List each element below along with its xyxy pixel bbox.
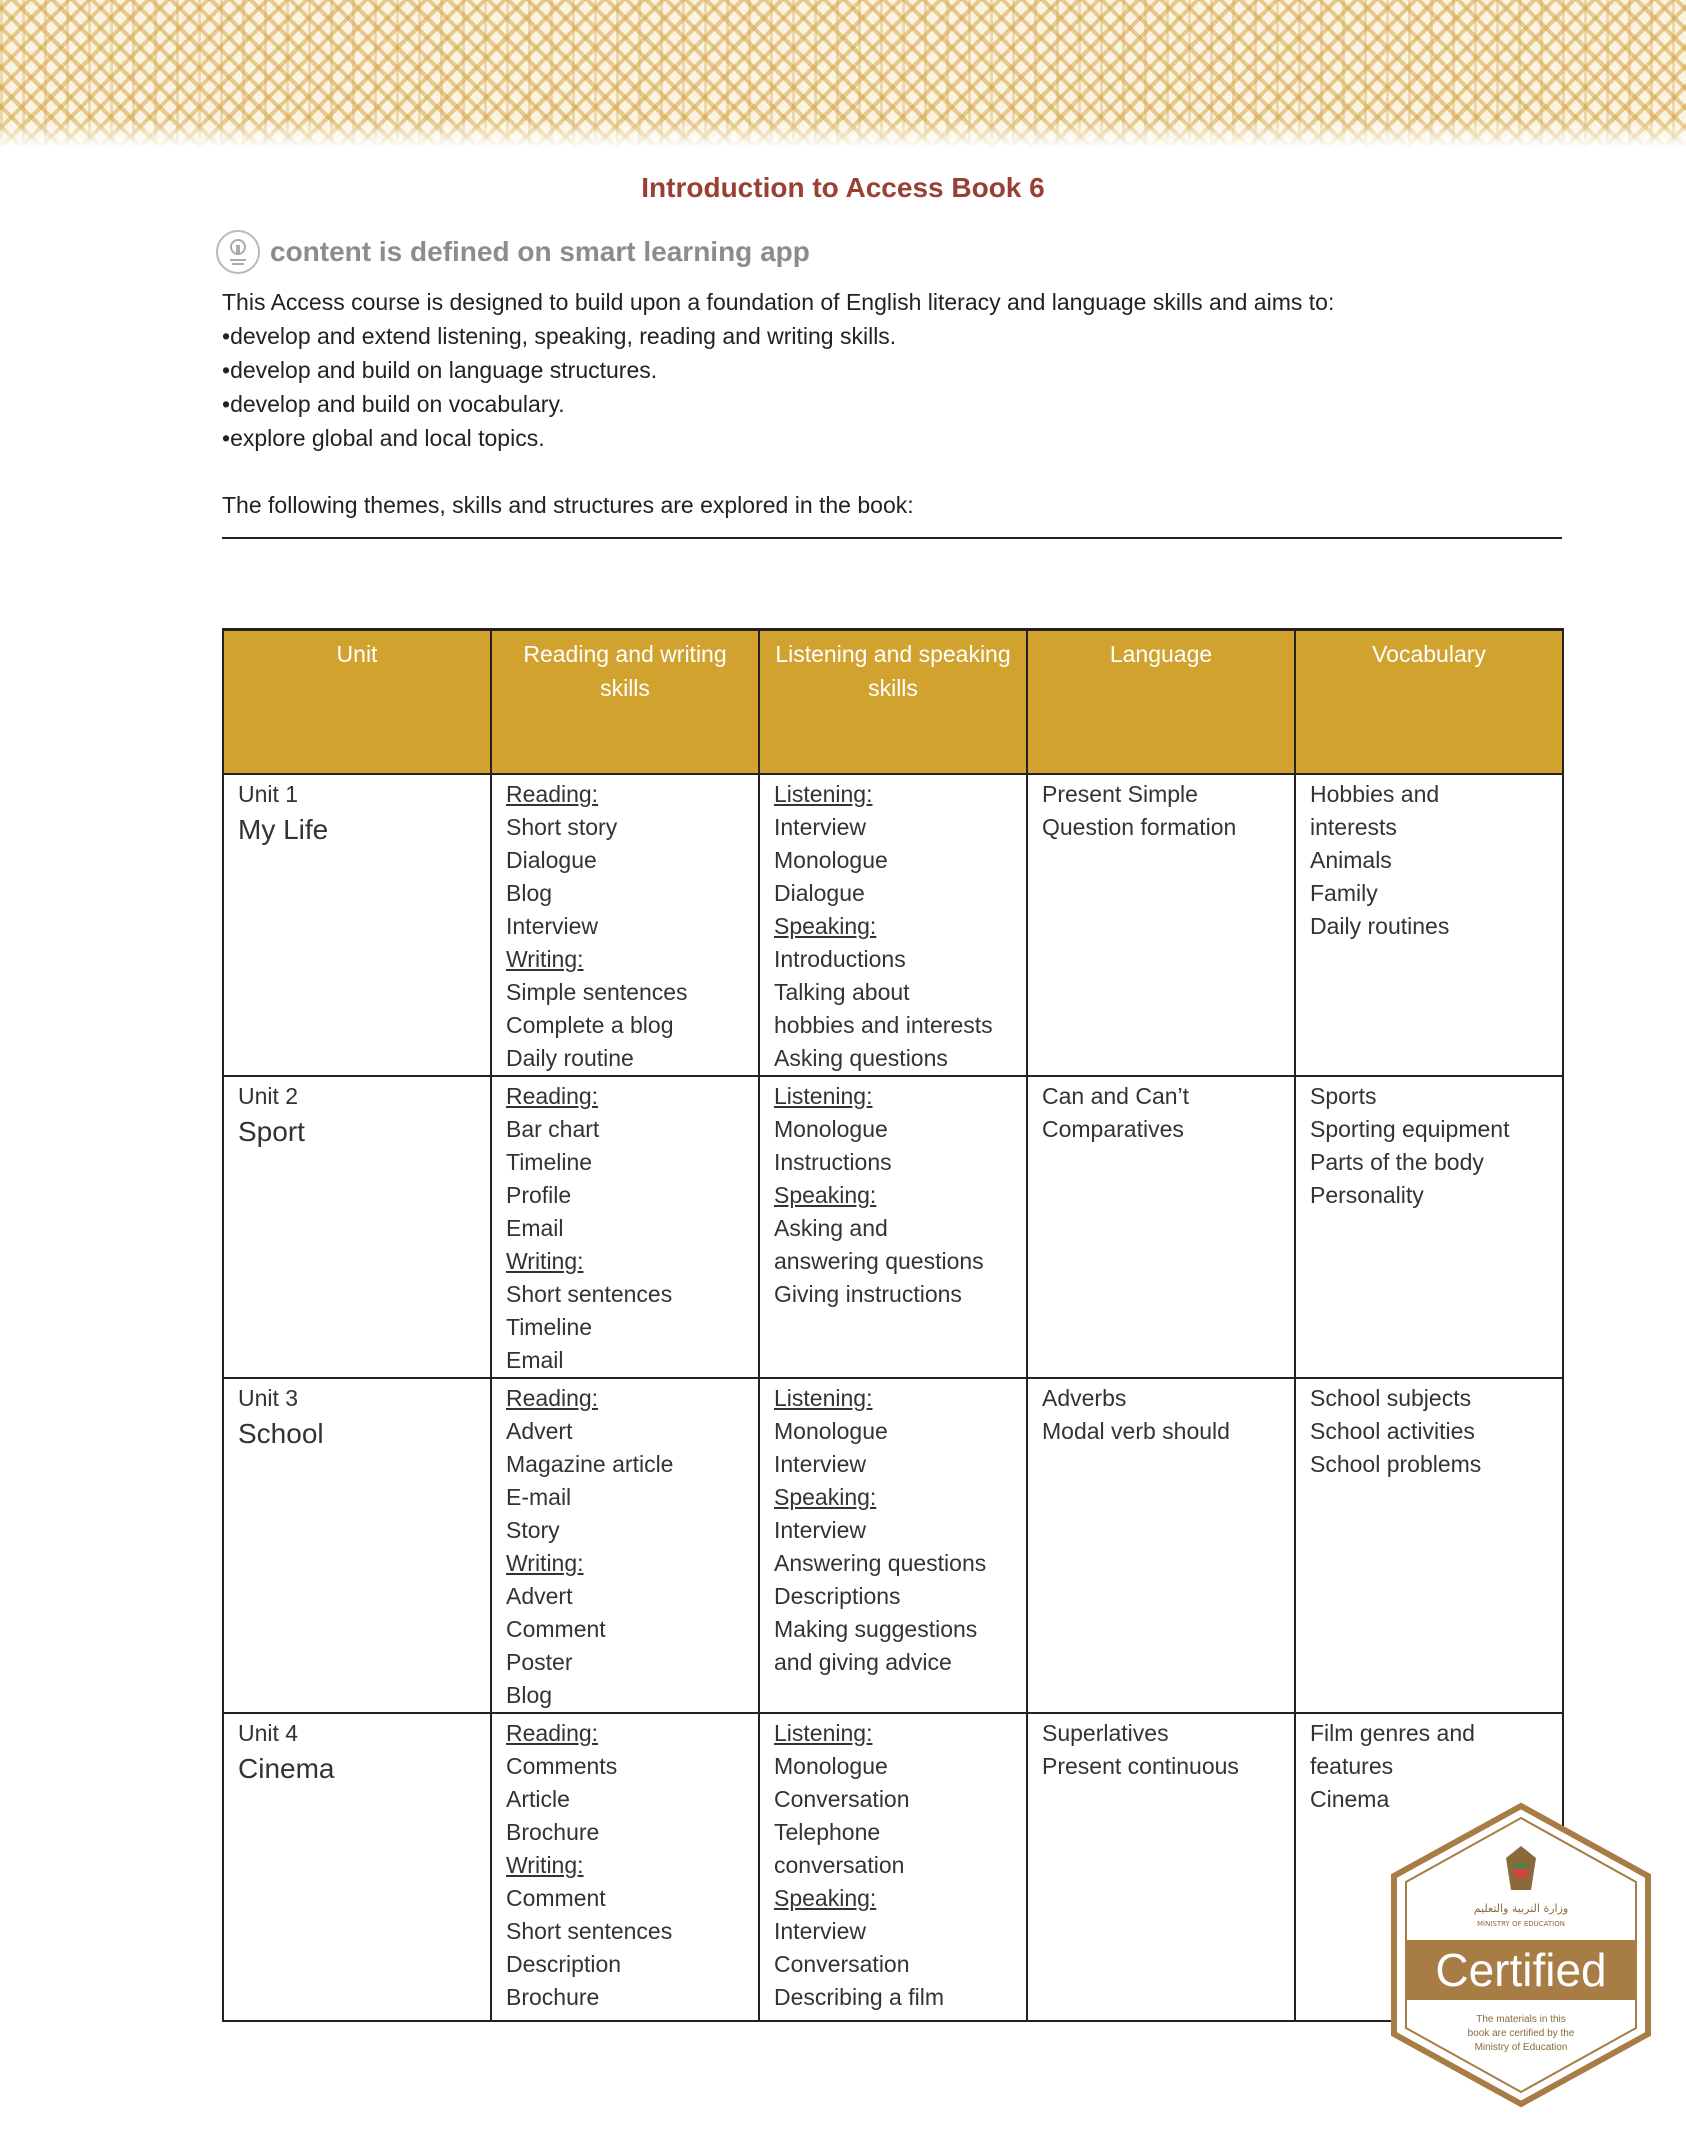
cell-line: Family (1310, 880, 1378, 906)
table-row (223, 1076, 1563, 1378)
unit-name: Sport (238, 1116, 305, 1147)
cell-line: Writing: (506, 946, 584, 972)
cell-line: Interview (774, 1918, 867, 1944)
unit-name: My Life (238, 814, 329, 845)
cell-line: Listening: (774, 1083, 873, 1109)
cell-line: Advert (506, 1418, 573, 1444)
cell-line: Simple sentences (506, 979, 688, 1005)
smart-learning-note (216, 230, 810, 274)
cell-line: Writing: (506, 1852, 584, 1878)
reading-writing-cell (491, 1076, 759, 1378)
badge-arabic: وزارة التربية والتعليم (1473, 1902, 1569, 1915)
cell-line: Telephone (774, 1819, 881, 1845)
cell-line: Monologue (774, 847, 888, 873)
cell-line: Writing: (506, 1550, 584, 1576)
smart-app-icon (216, 230, 260, 274)
language-cell (1027, 774, 1295, 1076)
cell-line: Animals (1310, 847, 1392, 873)
listening-speaking-cell (759, 774, 1027, 1076)
aims-list (222, 319, 1562, 455)
table-row (223, 774, 1563, 1076)
cell-line: Blog (506, 1682, 553, 1708)
cell-line: Speaking: (774, 1885, 877, 1911)
header-reading-writing: Reading and writing skills (491, 630, 759, 775)
cell-line: Comments (506, 1753, 618, 1779)
aim-item: • explore global and local topics. (222, 421, 1562, 455)
cell-line: Blog (506, 880, 553, 906)
cell-line: Brochure (506, 1984, 600, 2010)
table-body (223, 774, 1563, 2021)
certified-badge-graphic (1386, 1800, 1656, 2110)
cell-line: Daily routine (506, 1045, 634, 1071)
cell-line: Cinema (1310, 1786, 1390, 1812)
cell-line: Timeline (506, 1314, 593, 1340)
cell-line: Descriptions (774, 1583, 901, 1609)
aim-item: • develop and extend listening, speaking, reading and writing skills. (222, 319, 1562, 353)
listening-speaking-cell (759, 1076, 1027, 1378)
cell-line: E-mail (506, 1484, 572, 1510)
cell-line: Parts of the body (1310, 1149, 1484, 1175)
cell-line: Email (506, 1347, 564, 1373)
cell-line: Comment (506, 1616, 606, 1642)
cell-line: Asking and (774, 1215, 888, 1241)
cell-line: Reading: (506, 781, 599, 807)
unit-number: Unit 1 (238, 781, 299, 807)
smart-note-text: content is defined on smart learning app (270, 236, 810, 267)
cell-line: Talking about (774, 979, 910, 1005)
cell-line: Adverbs (1042, 1385, 1127, 1411)
badge-note-line: book are certified by the (1467, 2028, 1575, 2039)
language-cell (1027, 1713, 1295, 2021)
listening-speaking-cell (759, 1713, 1027, 2021)
cell-line: Superlatives (1042, 1720, 1169, 1746)
cell-line: Question formation (1042, 814, 1237, 840)
unit-cell (223, 1378, 491, 1713)
cell-line: Making suggestions (774, 1616, 978, 1642)
cell-line: Sporting equipment (1310, 1116, 1510, 1142)
cell-line: Story (506, 1517, 560, 1543)
cell-line: Email (506, 1215, 564, 1241)
badge-note-line: Ministry of Education (1474, 2042, 1568, 2053)
cell-line: Reading: (506, 1083, 599, 1109)
cell-line: Modal verb should (1042, 1418, 1230, 1444)
cell-line: Daily routines (1310, 913, 1450, 939)
unit-number: Unit 2 (238, 1083, 299, 1109)
reading-writing-cell (491, 1378, 759, 1713)
certified-badge (1386, 1800, 1656, 2110)
reading-writing-cell (491, 1713, 759, 2021)
cell-line: Brochure (506, 1819, 600, 1845)
unit-cell (223, 1076, 491, 1378)
cell-line: answering questions (774, 1248, 984, 1274)
unit-name: Cinema (238, 1753, 335, 1784)
cell-line: Can and Can’t (1042, 1083, 1190, 1109)
cell-line: Instructions (774, 1149, 892, 1175)
cell-line: Speaking: (774, 913, 877, 939)
cell-line: Present continuous (1042, 1753, 1239, 1779)
cell-line: features (1310, 1753, 1394, 1779)
cell-line: Dialogue (506, 847, 597, 873)
cell-line: Asking questions (774, 1045, 948, 1071)
cell-line: Sports (1310, 1083, 1377, 1109)
units-table (222, 628, 1564, 2022)
reading-writing-cell (491, 774, 759, 1076)
unit-cell (223, 774, 491, 1076)
cell-line: Listening: (774, 781, 873, 807)
intro-section (222, 285, 1562, 455)
cell-line: conversation (774, 1852, 905, 1878)
cell-line: Answering questions (774, 1550, 987, 1576)
unit-cell (223, 1713, 491, 2021)
cell-line: Article (506, 1786, 570, 1812)
header-language: Language (1027, 630, 1295, 775)
badge-certified-label: Certified (1435, 1944, 1607, 1996)
cell-line: Reading: (506, 1720, 599, 1746)
cell-line: Giving instructions (774, 1281, 962, 1307)
header-vocabulary: Vocabulary (1295, 630, 1563, 775)
cell-line: Interview (506, 913, 599, 939)
cell-line: Speaking: (774, 1484, 877, 1510)
header-unit: Unit (223, 630, 491, 775)
cell-line: Comparatives (1042, 1116, 1184, 1142)
badge-note-line: The materials in this (1476, 2014, 1566, 2025)
unit-number: Unit 3 (238, 1385, 299, 1411)
cell-line: School activities (1310, 1418, 1475, 1444)
cell-line: Magazine article (506, 1451, 674, 1477)
cell-line: Listening: (774, 1385, 873, 1411)
cell-line: Complete a blog (506, 1012, 674, 1038)
cell-line: School subjects (1310, 1385, 1472, 1411)
language-cell (1027, 1076, 1295, 1378)
cell-line: Introductions (774, 946, 906, 972)
cell-line: Interview (774, 814, 867, 840)
cell-line: interests (1310, 814, 1397, 840)
cell-line: Short story (506, 814, 618, 840)
cell-line: Dialogue (774, 880, 865, 906)
cell-line: Timeline (506, 1149, 593, 1175)
cell-line: Monologue (774, 1753, 888, 1779)
table-header-row (223, 630, 1563, 775)
cell-line: Hobbies and (1310, 781, 1440, 807)
cell-line: Advert (506, 1583, 573, 1609)
cell-line: School problems (1310, 1451, 1482, 1477)
cell-line: Present Simple (1042, 781, 1198, 807)
cell-line: and giving advice (774, 1649, 952, 1675)
cell-line: Listening: (774, 1720, 873, 1746)
unit-name: School (238, 1418, 324, 1449)
cell-line: Conversation (774, 1951, 910, 1977)
cell-line: Monologue (774, 1116, 888, 1142)
cell-line: Short sentences (506, 1281, 673, 1307)
language-cell (1027, 1378, 1295, 1713)
intro-lead: This Access course is designed to build upon a foundation of English literacy and language skills and aims to: (222, 289, 1335, 315)
listening-speaking-cell (759, 1378, 1027, 1713)
cell-line: Poster (506, 1649, 573, 1675)
vocabulary-cell (1295, 1076, 1563, 1378)
cell-line: Interview (774, 1517, 867, 1543)
cell-line: Comment (506, 1885, 606, 1911)
cell-line: Personality (1310, 1182, 1424, 1208)
page-title: Introduction to Access Book 6 (641, 172, 1045, 203)
cell-line: Monologue (774, 1418, 888, 1444)
table-row (223, 1713, 1563, 2021)
cell-line: Description (506, 1951, 622, 1977)
cell-line: Bar chart (506, 1116, 600, 1142)
cell-line: Reading: (506, 1385, 599, 1411)
vocabulary-cell (1295, 774, 1563, 1076)
cell-line: hobbies and interests (774, 1012, 993, 1038)
cell-line: Film genres and (1310, 1720, 1475, 1746)
cell-line: Profile (506, 1182, 572, 1208)
cell-line: Describing a film (774, 1984, 944, 2010)
unit-number: Unit 4 (238, 1720, 299, 1746)
cell-line: Writing: (506, 1248, 584, 1274)
cell-line: Conversation (774, 1786, 910, 1812)
following-themes-line: The following themes, skills and structures are explored in the book: (222, 492, 1562, 539)
aim-item: • develop and build on language structures. (222, 353, 1562, 387)
vocabulary-cell (1295, 1378, 1563, 1713)
cell-line: Interview (774, 1451, 867, 1477)
table-row (223, 1378, 1563, 1713)
cell-line: Short sentences (506, 1918, 673, 1944)
banner-fade (0, 120, 1686, 148)
aim-item: • develop and build on vocabulary. (222, 387, 1562, 421)
cell-line: Speaking: (774, 1182, 877, 1208)
badge-ministry: MINISTRY OF EDUCATION (1477, 1920, 1565, 1928)
header-listening-speaking: Listening and speaking skills (759, 630, 1027, 775)
